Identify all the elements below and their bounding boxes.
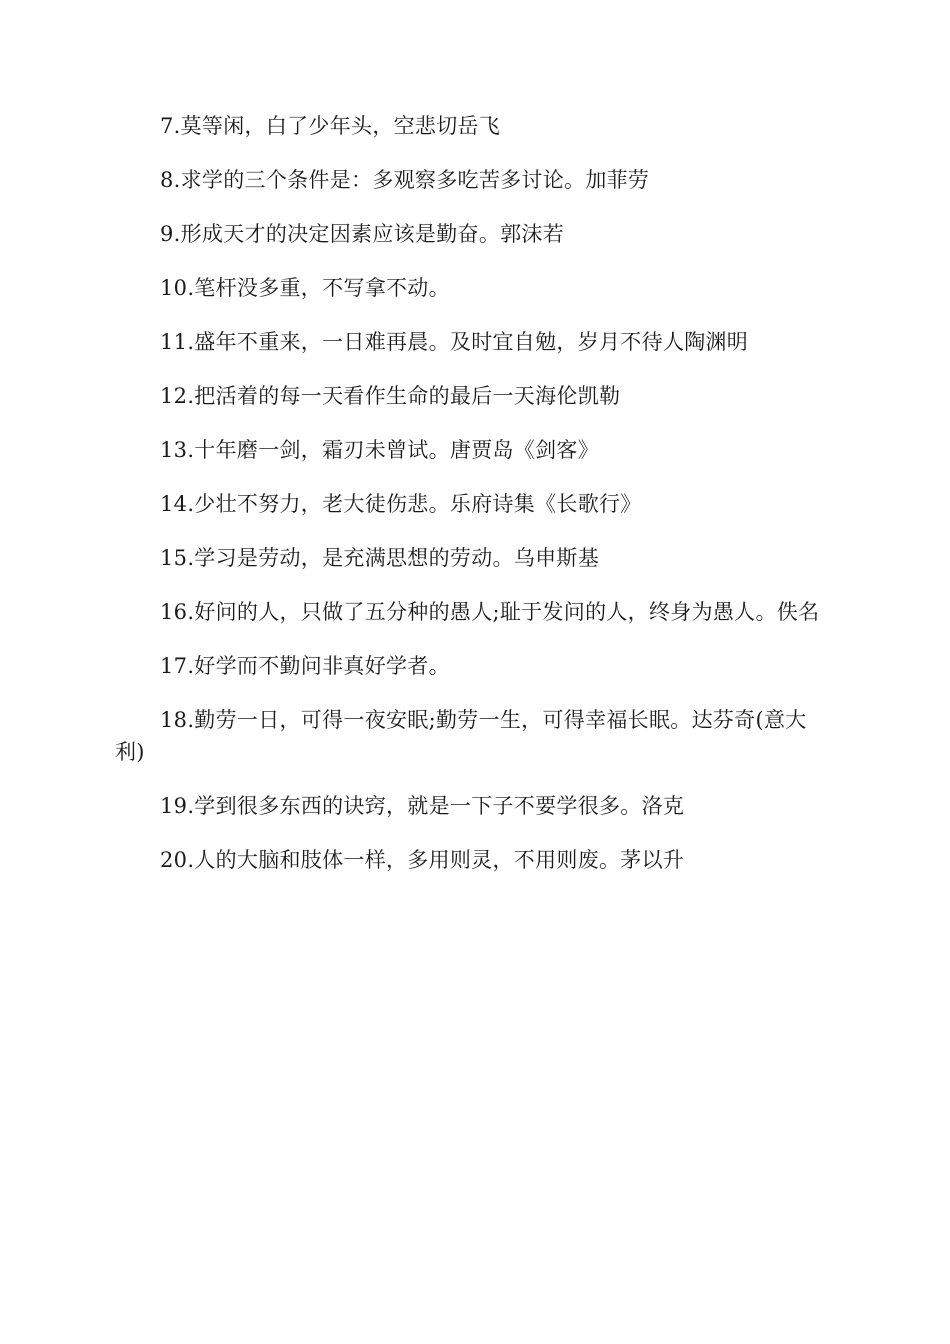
quote-paragraph-7: 7.莫等闲，白了少年头，空悲切岳飞: [160, 114, 501, 138]
quote-paragraph-14: 14.少壮不努力，老大徒伤悲。乐府诗集《长歌行》: [160, 492, 642, 516]
document-body: [115, 110, 835, 898]
quote-paragraph-13: 13.十年磨一剑，霜刃未曾试。唐贾岛《剑客》: [160, 438, 599, 462]
quote-paragraph-20: 20.人的大脑和肢体一样，多用则灵，不用则废。茅以升: [160, 848, 685, 872]
quote-paragraph-19: 19.学到很多东西的诀窍，就是一下子不要学很多。洛克: [160, 794, 685, 818]
quote-paragraph-18: 18.勤劳一日，可得一夜安眠;勤劳一生，可得幸福长眠。达芬奇(意大利): [115, 708, 807, 764]
quote-paragraph-15: 15.学习是劳动，是充满思想的劳动。乌申斯基: [160, 546, 599, 570]
quote-paragraph-12: 12.把活着的每一天看作生命的最后一天海伦凯勒: [160, 384, 621, 408]
quote-paragraph-17: 17.好学而不勤问非真好学者。: [160, 654, 450, 678]
quote-paragraph-9: 9.形成天才的决定因素应该是勤奋。郭沫若: [160, 222, 565, 246]
quote-paragraph-16: 16.好问的人，只做了五分种的愚人;耻于发问的人，终身为愚人。佚名: [160, 600, 820, 624]
quote-paragraph-8: 8.求学的三个条件是：多观察多吃苦多讨论。加菲劳: [160, 168, 650, 192]
quote-paragraph-11: 11.盛年不重来，一日难再晨。及时宜自勉，岁月不待人陶渊明: [160, 330, 749, 354]
quote-paragraph-10: 10.笔杆没多重，不写拿不动。: [160, 276, 450, 300]
